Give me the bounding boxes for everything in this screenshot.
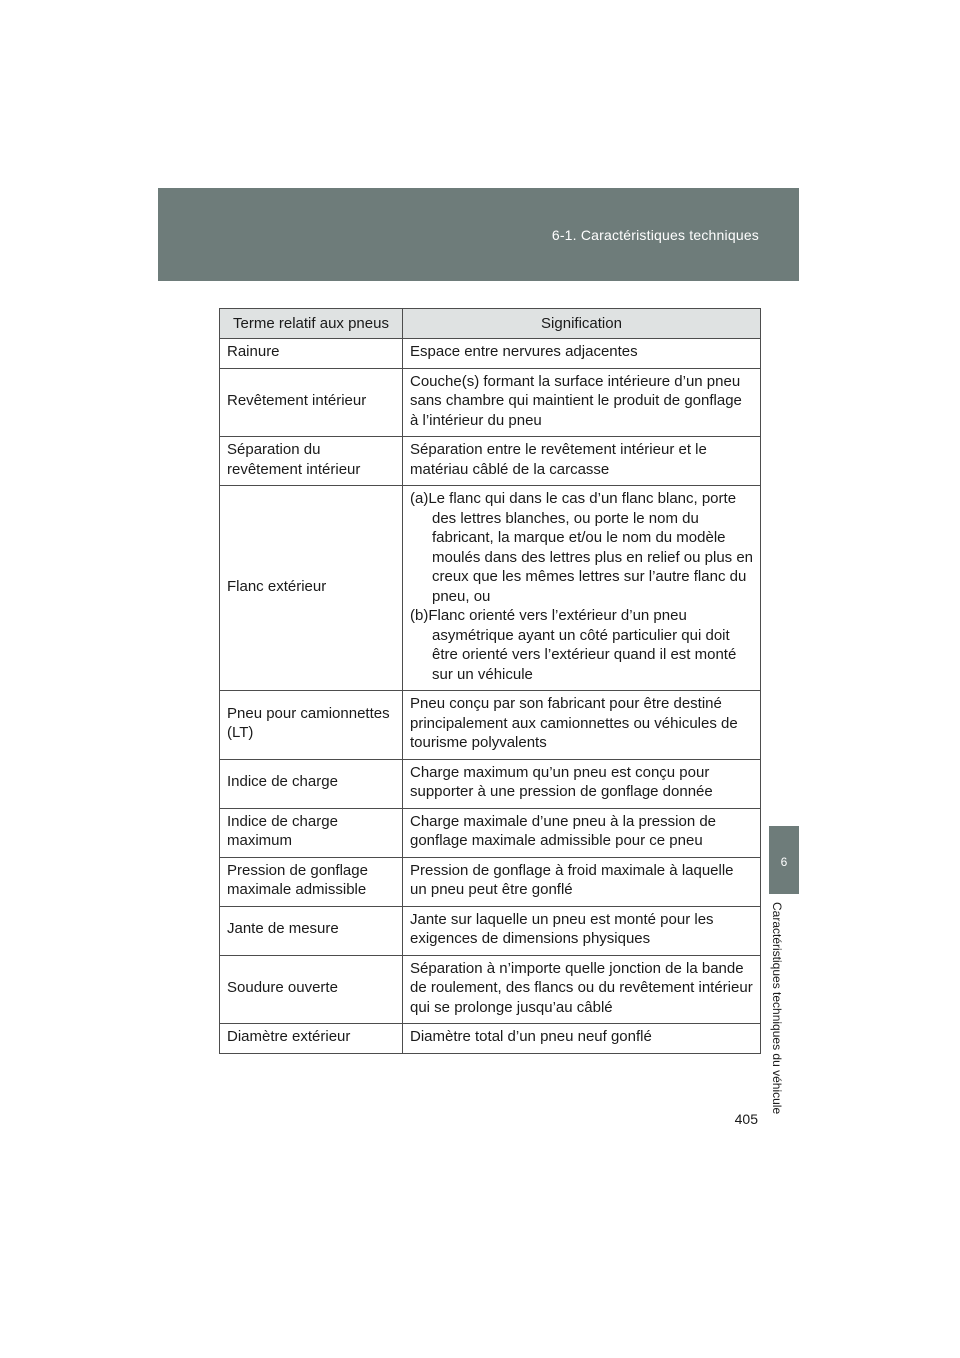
term-cell: Flanc extérieur [220, 486, 403, 691]
meaning-cell: Diamètre total d’un pneu neuf gonflé [403, 1024, 761, 1054]
tire-terms-table [219, 308, 761, 1054]
chapter-tab [769, 826, 799, 894]
term-cell: Jante de mesure [220, 906, 403, 955]
chapter-label: Caractéristiques techniques du véhicule [770, 902, 784, 1115]
table-header-row [220, 309, 761, 339]
table-row [220, 955, 761, 1024]
meaning-cell: Séparation à n’importe quelle jonction de la bande de roulement, des flancs ou du revêtement intérieur qui se prolonge jusqu’au câblé [403, 955, 761, 1024]
table-row [220, 906, 761, 955]
table-row [220, 437, 761, 486]
term-cell: Rainure [220, 339, 403, 369]
term-cell: Revêtement intérieur [220, 368, 403, 437]
meaning-cell: Couche(s) formant la surface intérieure d’un pneu sans chambre qui maintient le produit de gonflage à l’intérieur du pneu [403, 368, 761, 437]
term-cell: Pression de gonflage maximale admissible [220, 857, 403, 906]
table-row [220, 368, 761, 437]
section-header-band [158, 188, 799, 281]
column-header-term: Terme relatif aux pneus [220, 309, 403, 339]
term-cell: Séparation du revêtement intérieur [220, 437, 403, 486]
meaning-item-b: (b)Flanc orienté vers l’extérieur d’un pneu asymétrique ayant un côté particulier qui doit être orienté vers l’extérieur quand il est monté sur un véhicule [410, 607, 737, 683]
meaning-cell: Charge maximum qu’un pneu est conçu pour supporter à une pression de gonflage donnée [403, 759, 761, 808]
column-header-meaning: Signification [403, 309, 761, 339]
meaning-item-a: (a)Le flanc qui dans le cas d’un flanc blanc, porte des lettres blanches, ou porte le nom du fabricant, la marque et/ou le nom du modèle moulés dans des lettres plus en relief ou plus en creux que les mêmes lettres sur l’autre flanc du pneu, ou [410, 490, 754, 605]
table-row [220, 808, 761, 857]
term-cell: Diamètre extérieur [220, 1024, 403, 1054]
term-cell: Pneu pour camionnettes (LT) [220, 691, 403, 760]
term-cell: Indice de charge maximum [220, 808, 403, 857]
term-cell: Indice de charge [220, 759, 403, 808]
table-row [220, 1024, 761, 1054]
meaning-cell: Pression de gonflage à froid maximale à laquelle un pneu peut être gonflé [403, 857, 761, 906]
table-row [220, 857, 761, 906]
chapter-number: 6 [780, 855, 788, 869]
table-row [220, 339, 761, 369]
page-number: 405 [734, 1111, 758, 1127]
meaning-cell: Espace entre nervures adjacentes [403, 339, 761, 369]
section-title: 6-1. Caractéristiques techniques [551, 227, 759, 243]
table-row [220, 486, 761, 691]
term-cell: Soudure ouverte [220, 955, 403, 1024]
meaning-cell: Jante sur laquelle un pneu est monté pour les exigences de dimensions physiques [403, 906, 761, 955]
meaning-cell: Charge maximale d’une pneu à la pression de gonflage maximale admissible pour ce pneu [403, 808, 761, 857]
meaning-cell: Pneu conçu par son fabricant pour être destiné principalement aux camionnettes ou véhicules de tourisme polyvalents [403, 691, 761, 760]
table-row [220, 759, 761, 808]
table-row [220, 691, 761, 760]
meaning-cell: Séparation entre le revêtement intérieur et le matériau câblé de la carcasse [403, 437, 761, 486]
meaning-cell [403, 486, 761, 691]
